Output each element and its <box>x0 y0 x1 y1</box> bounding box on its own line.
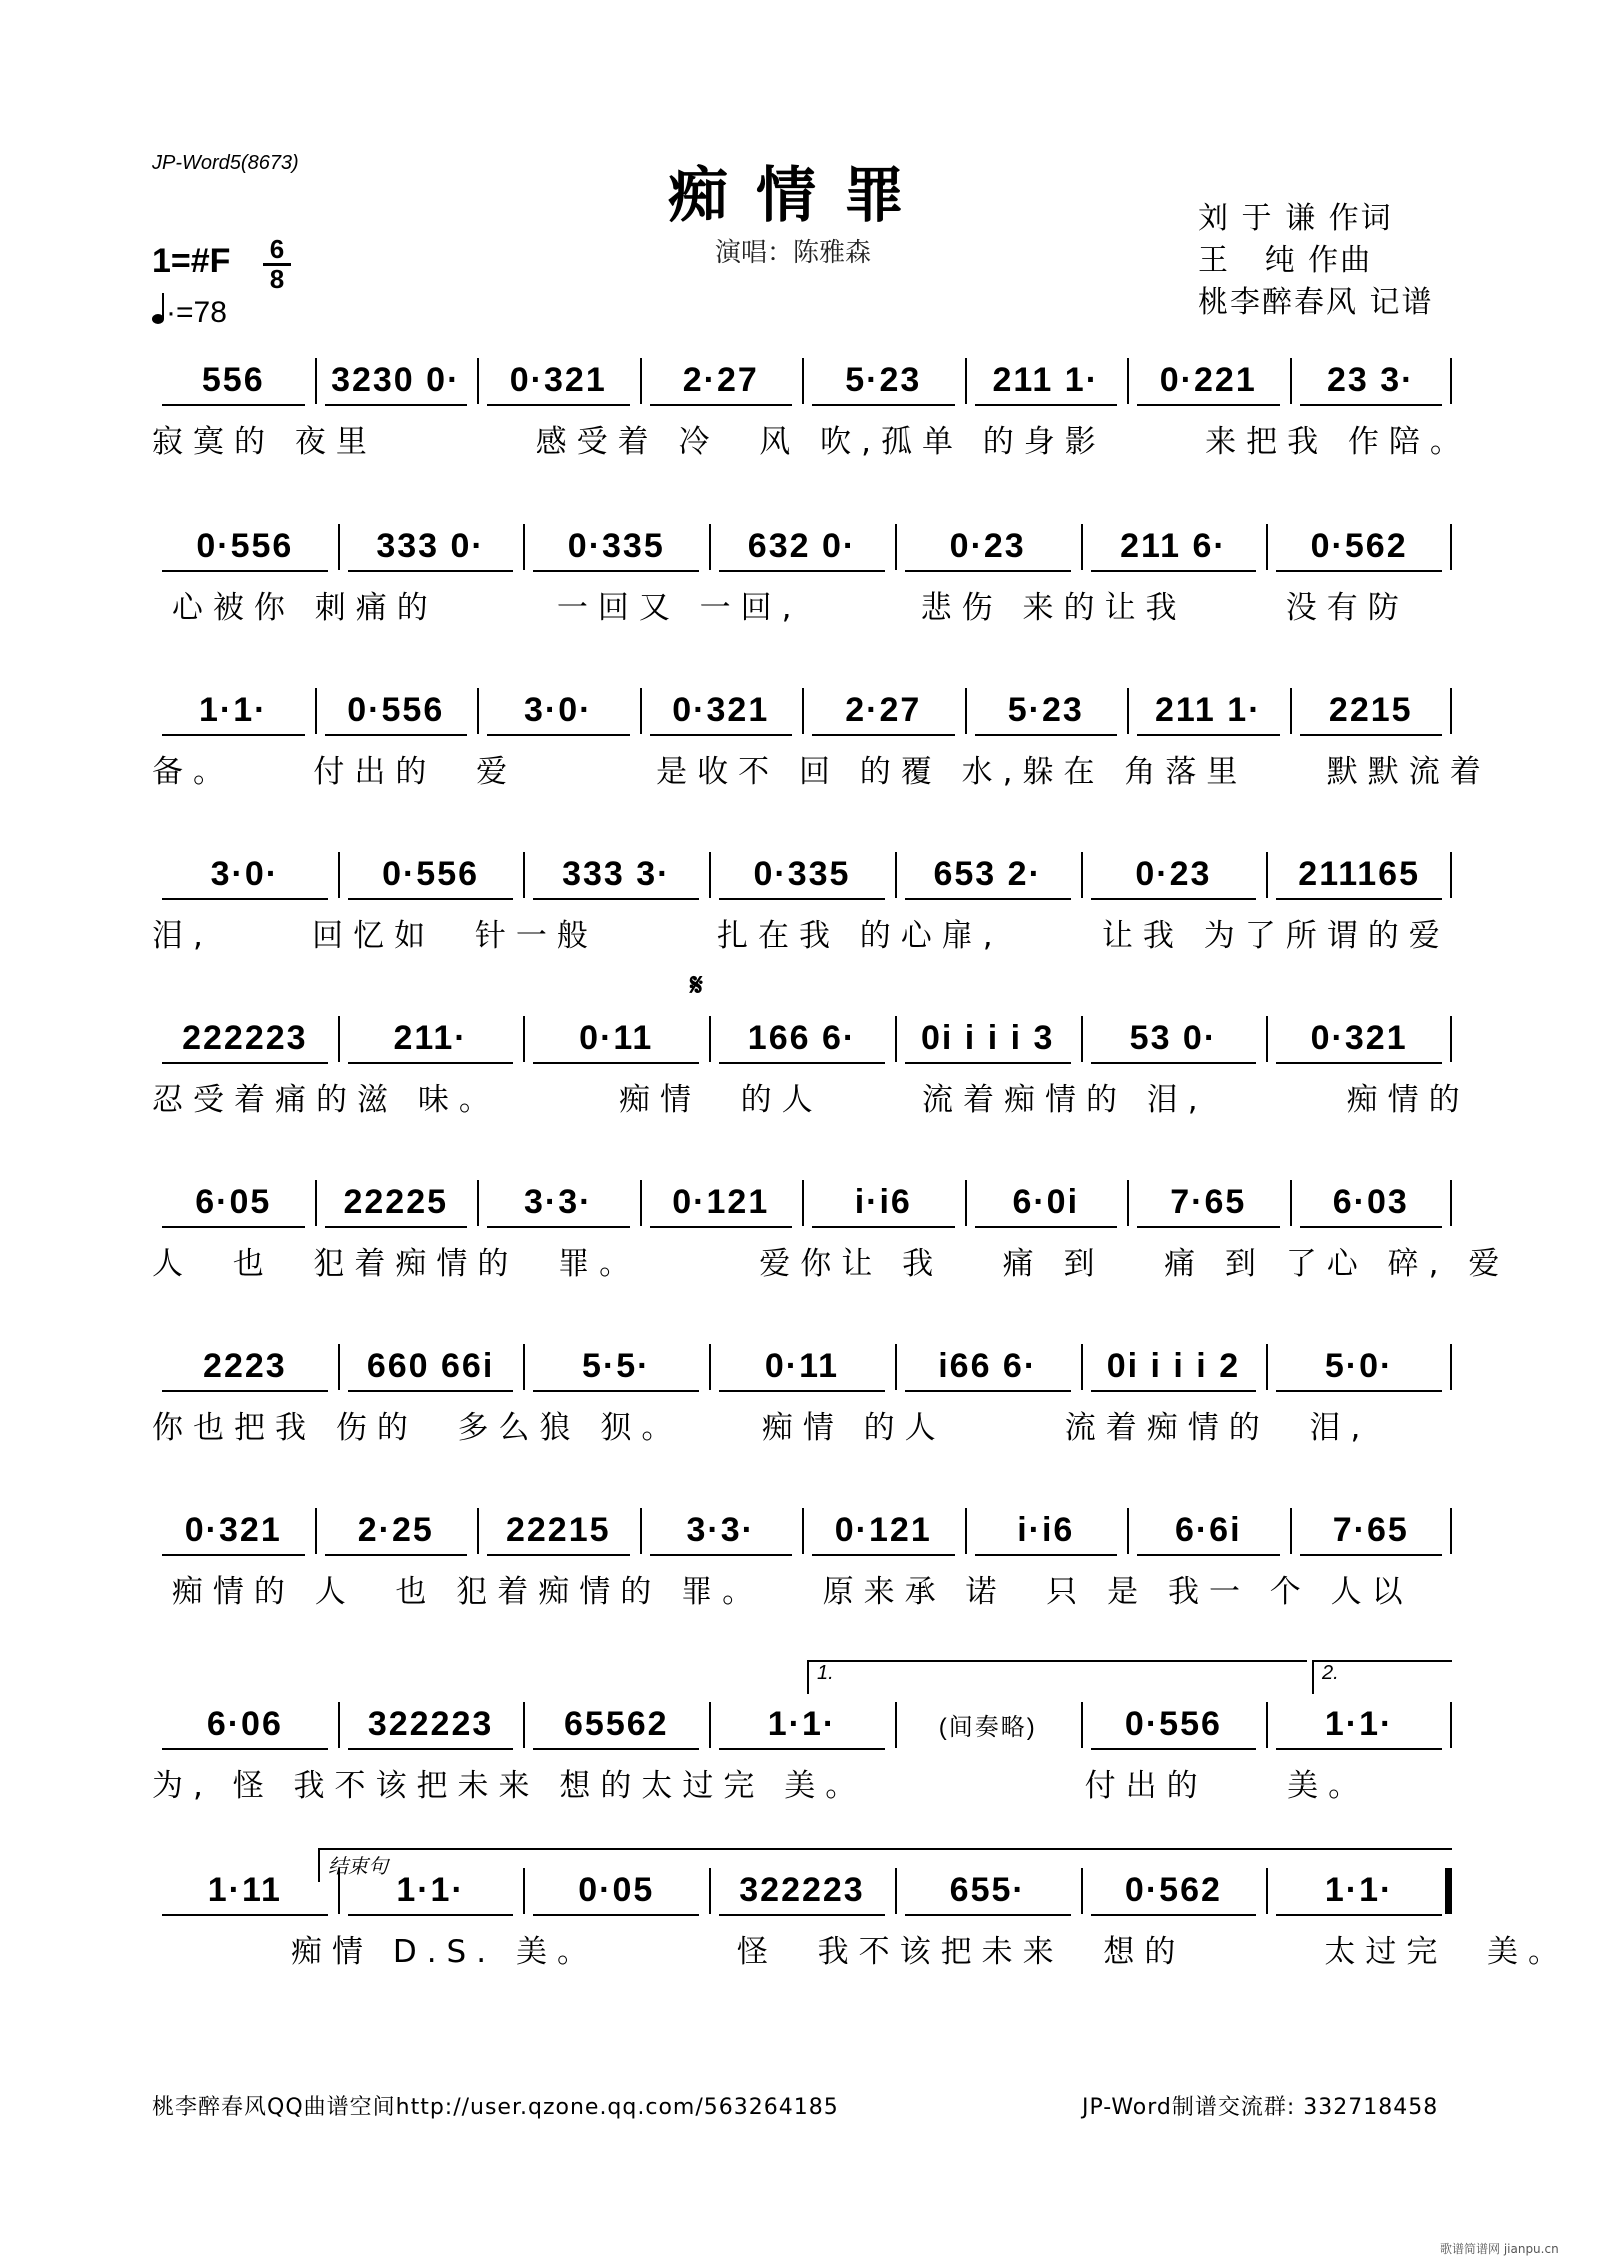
measure: 1·1· <box>1266 1704 1452 1744</box>
measure: 0·321 <box>640 690 803 730</box>
lyric-line: 心被你 刺痛的 一回又 一回, 悲伤 来的让我 没有防 <box>152 590 1409 626</box>
measure: 5·5· <box>523 1346 709 1386</box>
measure: 0·121 <box>640 1182 803 1222</box>
measure: 6·05 <box>152 1182 315 1222</box>
measure: 2215 <box>1290 690 1453 730</box>
measure: 0·321 <box>477 360 640 400</box>
bar-line <box>1450 358 1452 404</box>
key-signature: 1=#F <box>152 242 231 280</box>
measure: 1·1· <box>709 1704 895 1744</box>
measure: 53 0· <box>1081 1018 1267 1058</box>
coda-bracket <box>318 1848 1452 1882</box>
measure: 0·11 <box>709 1346 895 1386</box>
notes-line <box>152 848 1452 898</box>
measure: 22225 <box>315 1182 478 1222</box>
measure: i·i6 <box>965 1510 1128 1550</box>
measure: 0i i i i 3 <box>895 1018 1081 1058</box>
measure: 0·556 <box>315 690 478 730</box>
measure: 0·321 <box>152 1510 315 1550</box>
measure: 5·23 <box>802 360 965 400</box>
lyric-line: 为, 怪 我不该把未来 想的太过完 美。 付出的 美。 <box>152 1768 1370 1804</box>
measure: 0·556 <box>152 526 338 566</box>
coda-label: 结束句 <box>328 1856 388 1878</box>
measure: 22215 <box>477 1510 640 1550</box>
tempo-marking: ·=78 <box>152 296 227 330</box>
notes-line <box>152 520 1452 570</box>
measure: 0·321 <box>1266 1018 1452 1058</box>
measure: 6·6i <box>1127 1510 1290 1550</box>
measure: 6·03 <box>1290 1182 1453 1222</box>
lyric-line: 人 也 犯着痴情的 罪。 爱你让 我 痛 到 痛 到 了心 碎, 爱 <box>152 1246 1510 1282</box>
lyric-line: 痴情 D.S. 美。 怪 我不该把未来 想的 太过完 美。 <box>152 1934 1570 1970</box>
notes-line <box>152 1698 1452 1748</box>
measure: 653 2· <box>895 854 1081 894</box>
tempo-value: =78 <box>176 296 227 329</box>
lyric-line: 忍受着痛的滋 味。 痴情 的人 流着痴情的 泪, 痴情的 <box>152 1082 1470 1118</box>
measure: 211 6· <box>1081 526 1267 566</box>
watermark: 歌谱简谱网 jianpu.cn <box>1440 2242 1559 2256</box>
credits <box>1198 198 1434 324</box>
measure: 23 3· <box>1290 360 1453 400</box>
singer-label: 演唱：陈雅森 <box>715 238 872 268</box>
notes-line <box>152 1340 1452 1390</box>
bar-line <box>1450 1344 1452 1390</box>
measure: 6·06 <box>152 1704 338 1744</box>
measure: 3·3· <box>477 1182 640 1222</box>
measure: 211 1· <box>1127 690 1290 730</box>
measure: 0·23 <box>1081 854 1267 894</box>
volta-1-label: 1. <box>817 1662 834 1684</box>
credit-transcriber: 桃李醉春风 记谱 <box>1198 285 1434 320</box>
credit-lyricist: 刘 于 谦 作词 <box>1198 201 1393 236</box>
meter-top: 6 <box>269 234 285 264</box>
measure: 333 3· <box>523 854 709 894</box>
measure: 5·0· <box>1266 1346 1452 1386</box>
lyric-line: 你也把我 伤的 多么狼 狈。 痴情 的人 流着痴情的 泪, <box>152 1410 1371 1446</box>
measure: 322223 <box>709 1870 895 1910</box>
measure: 3·0· <box>477 690 640 730</box>
notes-line <box>152 1012 1452 1062</box>
measure: 0·556 <box>1081 1704 1267 1744</box>
volta-2 <box>1312 1660 1452 1694</box>
measure: 556 <box>152 360 315 400</box>
measure: 0·11 <box>523 1018 709 1058</box>
footer-source: 桃李醉春风QQ曲谱空间http://user.qzone.qq.com/563264185 <box>152 2095 839 2120</box>
volta-2-label: 2. <box>1322 1662 1339 1684</box>
measure: 0·562 <box>1081 1870 1267 1910</box>
measure: 7·65 <box>1127 1182 1290 1222</box>
measure: 660 66i <box>338 1346 524 1386</box>
measure: 2·25 <box>315 1510 478 1550</box>
measure: 3·3· <box>640 1510 803 1550</box>
measure: i·i6 <box>802 1182 965 1222</box>
measure: 3230 0· <box>315 360 478 400</box>
credit-composer: 王 纯 作曲 <box>1198 243 1373 278</box>
measure: 0·562 <box>1266 526 1452 566</box>
measure: 0i i i i 2 <box>1081 1346 1267 1386</box>
measure: 2·27 <box>640 360 803 400</box>
volta-1 <box>807 1660 1307 1694</box>
software-label: JP-Word5(8673) <box>152 152 299 174</box>
footer-group: JP-Word制谱交流群: 332718458 <box>1082 2095 1439 2120</box>
bar-line <box>1450 1508 1452 1554</box>
measure: 0·05 <box>523 1870 709 1910</box>
measure: 166 6· <box>709 1018 895 1058</box>
measure: 632 0· <box>709 526 895 566</box>
time-signature <box>263 236 291 293</box>
measure: 2223 <box>152 1346 338 1386</box>
measure: 65562 <box>523 1704 709 1744</box>
measure: 1·1· <box>152 690 315 730</box>
measure: 1·1· <box>1266 1870 1452 1910</box>
measure: 322223 <box>338 1704 524 1744</box>
notes-line <box>152 684 1452 734</box>
bar-line <box>1450 852 1452 898</box>
meter-bottom: 8 <box>263 263 291 293</box>
measure: 3·0· <box>152 854 338 894</box>
measure: (间奏略) <box>938 1713 1037 1741</box>
measure: 222223 <box>152 1018 338 1058</box>
bar-line <box>1450 524 1452 570</box>
measure: 0·23 <box>895 526 1081 566</box>
measure: 0·335 <box>709 854 895 894</box>
measure: 1·11 <box>152 1870 338 1910</box>
measure: 211 1· <box>965 360 1128 400</box>
bar-line <box>1450 1180 1452 1226</box>
segno-icon: 𝄋 <box>690 968 703 1003</box>
notes-line <box>152 1504 1452 1554</box>
notes-line <box>152 1176 1452 1226</box>
measure: 211165 <box>1266 854 1452 894</box>
measure: 6·0i <box>965 1182 1128 1222</box>
bar-line <box>1450 688 1452 734</box>
lyric-line: 痴情的 人 也 犯着痴情的 罪。 原来承 诺 只 是 我一 个 人以 <box>152 1574 1413 1610</box>
measure: 0·221 <box>1127 360 1290 400</box>
lyric-line: 备。 付出的 爱 是收不 回 的覆 水,躲在 角落里 默默流着 <box>152 754 1491 790</box>
measure: 211· <box>338 1018 524 1058</box>
lyric-line: 泪, 回忆如 针一般 扎在我 的心扉, 让我 为了所谓的爱 <box>152 918 1450 954</box>
bar-line <box>1450 1702 1452 1748</box>
measure: 1·1· <box>338 1870 524 1910</box>
measure: 655· <box>895 1870 1081 1910</box>
notes-line <box>152 354 1452 404</box>
measure: 7·65 <box>1290 1510 1453 1550</box>
lyric-line: 寂寞的 夜里 感受着 冷 风 吹,孤单 的身影 来把我 作陪。 <box>152 424 1471 460</box>
bar-line <box>1450 1016 1452 1062</box>
measure: 0·121 <box>802 1510 965 1550</box>
measure: 0·556 <box>338 854 524 894</box>
measure: i66 6· <box>895 1346 1081 1386</box>
song-title: 痴情罪 <box>668 161 932 231</box>
measure: 2·27 <box>802 690 965 730</box>
dotted-quarter-note-icon <box>152 314 164 324</box>
measure: 333 0· <box>338 526 524 566</box>
measure: 0·335 <box>523 526 709 566</box>
measure: 5·23 <box>965 690 1128 730</box>
